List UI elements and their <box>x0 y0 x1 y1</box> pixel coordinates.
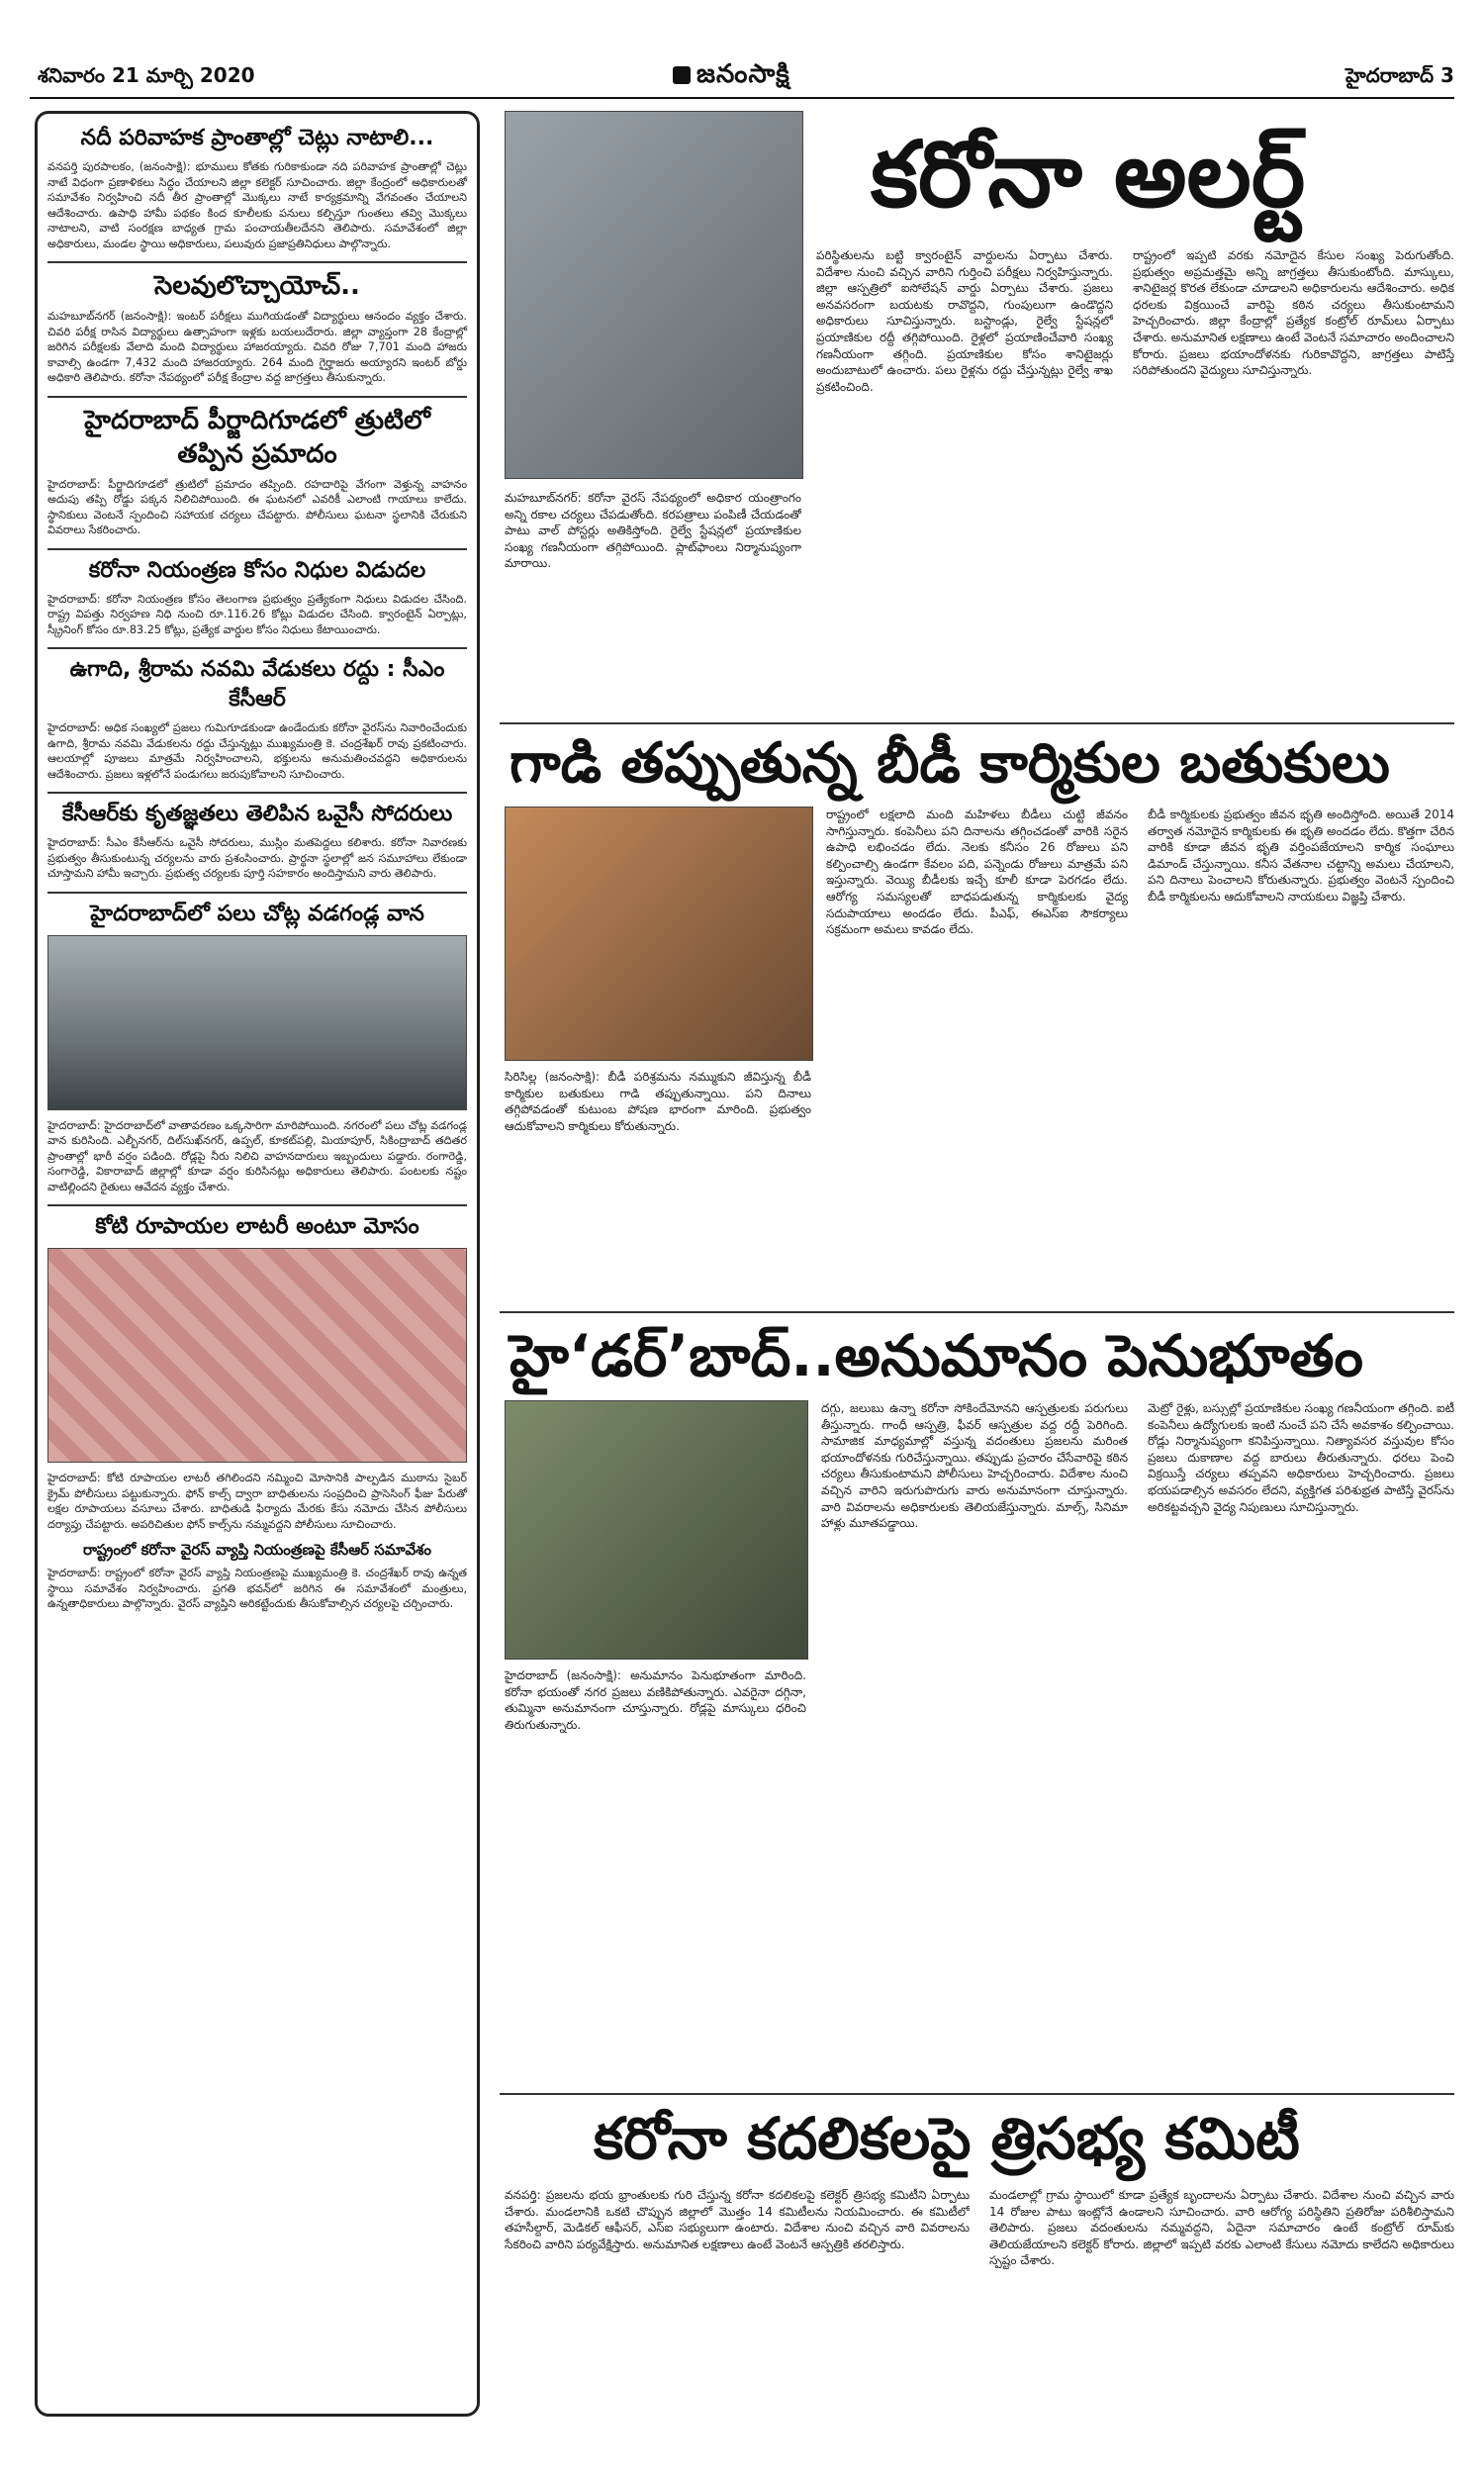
story3-photo-caption: హైదరాబాద్ (జనంసాక్షి): అనుమానం పెనుభూతంగా మారింది. కరోనా భయంతో నగర ప్రజలు వణికిపోతున్నారు. ఎవరైనా దగ్గినా, తుమ్మినా అనుమానంగా చూస్తున్నారు. రోడ్లపై మాస్కులు ధరించి తిరుగుతున్నారు. <box>505 1668 806 1732</box>
sidebar-body-funds: హైదరాబాద్: కరోనా నియంత్రణ కోసం తెలంగాణ ప్రభుత్వం ప్రత్యేకంగా నిధులు విడుదల చేసింది. రాష్ట్ర విపత్తు నిర్వహణ నిధి నుంచి రూ.116.26 కోట్లు విడుదల చేసింది. క్వారంటైన్ ఏర్పాట్లు, స్క్రీనింగ్ కోసం రూ.83.25 కోట్లు, ప్రత్యేక వార్డుల కోసం నిధులు కేటాయించారు. <box>47 592 467 636</box>
story1-column-1: పరిస్థితులను బట్టి క్వారంటైన్ వార్డులను ఏర్పాటు చేశారు. విదేశాల నుంచి వచ్చిన వారిని గుర్తించి పరీక్షలు నిర్వహిస్తున్నారు. జిల్లా ఆస్పత్రిలో ఐసోలేషన్ వార్డు ఏర్పాటు చేశారు. ప్రజలు అనవసరంగా బయటకు రావొద్దని, గుంపులుగా ఉండొద్దని అధికారులు సూచిస్తున్నారు. బస్టాండ్లు, రైల్వే స్టేషన్లలో ప్రయాణికుల రద్దీ తగ్గిపోయింది. రైళ్లలో ప్రయాణించేవారి సంఖ్య గణనీయంగా తగ్గింది. ప్రయాణికుల కోసం శానిటైజర్లు అందుబాటులో ఉంచారు. పలు రైళ్లను రద్దు చేస్తున్నట్లు రైల్వే శాఖ ప్రకటించింది. <box>816 248 1113 394</box>
story1-photo-caption: మహబూబ్‌నగర్: కరోనా వైరస్ నేపథ్యంలో అధికార యంత్రాంగం అన్ని రకాల చర్యలు చేపడుతోంది. కరపత్రాలు పంపిణీ చేయడంతో పాటు వాల్ పోస్టర్లు అతికిస్తోంది. రైల్వే స్టేషన్లలో ప్రయాణికుల సంఖ్య గణనీయంగా తగ్గిపోయింది. ప్లాట్‌ఫాంలు నిర్మానుష్యంగా మారాయి. <box>505 491 801 571</box>
sidebar-body-trees: వనపర్తి పురపాలకం, (జనంసాక్షి): భూములు కోతకు గురికాకుండా నది పరివాహక ప్రాంతాల్లో చెట్లు నాటే విధంగా ప్రణాళికలు సిద్ధం చేయాలని జిల్లా కలెక్టర్ సూచించారు. జిల్లా కేంద్రంలో అధికారులతో సమావేశం నిర్వహించి నదీ తీర ప్రాంతాల్లో మొక్కలు నాటే కార్యక్రమాన్ని వేగవంతం చేయాలని ఆదేశించారు. ఉపాధి హామీ పథకం కింద కూలీలకు పనులు కల్పిస్తూ గుంతలు తవ్వి మొక్కలు నాటాలని, వాటి సంరక్షణ బాధ్యత గ్రామ పంచాయతీలదేనని తెలిపారు. సమావేశంలో జిల్లా అధికారులు, మండల స్థాయి అధికారులు, పలువురు ప్రజాప్రతినిధులు పాల్గొన్నారు. <box>47 160 467 250</box>
sidebar-headline-accident: హైదరాబాద్ పీర్జాదిగూడలో త్రుటిలో తప్పిన ప్రమాదం <box>84 405 430 469</box>
sidebar-headline-trees: నదీ పరివాహక ప్రాంతాల్లో చెట్లు నాటాలి... <box>80 126 434 150</box>
sidebar-body-lottery: హైదరాబాద్: కోటి రూపాయల లాటరీ తగిలిందని నమ్మించి మోసానికి పాల్పడిన ముఠాను సైబర్ క్రైమ్ పోలీసులు పట్టుకున్నారు. ఫోన్ కాల్స్ ద్వారా బాధితులను సంప్రదించి ప్రాసెసింగ్ ఫీజు పేరుతో లక్షల రూపాయలు వసూలు చేశారు. బాధితుడి ఫిర్యాదు మేరకు కేసు నమోదు చేసిన పోలీసులు దర్యాప్తు చేపట్టారు. అపరిచితుల ఫోన్ కాల్స్‌ను నమ్మవద్దని పోలీసులు సూచించారు. <box>47 1472 467 1531</box>
hailstorm-photo <box>47 935 467 1110</box>
edition-page-number: హైదరాబాద్ 3 <box>1345 63 1454 87</box>
sidebar-headline-funds: కరోనా నియంత్రణ కోసం నిధుల విడుదల <box>88 557 426 583</box>
story3-column-2: మెట్రో రైళ్లు, బస్సుల్లో ప్రయాణికుల సంఖ్య గణనీయంగా తగ్గింది. ఐటీ కంపెనీలు ఉద్యోగులకు ఇంటి నుంచే పని చేసే అవకాశం కల్పించాయి. రోడ్లు నిర్మానుష్యంగా కనిపిస్తున్నాయి. నిత్యావసర వస్తువుల కోసం ప్రజలు దుకాణాల వద్ద బారులు తీరుతున్నారు. ధరలు పెంచి విక్రయిస్తే చర్యలు తప్పవని అధికారులు హెచ్చరించారు. ప్రజలు భయపడాల్సిన అవసరం లేదని, వ్యక్తిగత పరిశుభ్రత పాటిస్తే వైరస్‌ను అరికట్టవచ్చని వైద్య నిపుణులు సూచిస్తున్నారు. <box>1148 1401 1454 1514</box>
sidebar-body-kcr-meeting: హైదరాబాద్: రాష్ట్రంలో కరోనా వైరస్ వ్యాప్తి నియంత్రణపై ముఖ్యమంత్రి కె. చంద్రశేఖర్ రావు ఉన్నత స్థాయి సమావేశం నిర్వహించారు. ప్రగతి భవన్‌లో జరిగిన ఈ సమావేశంలో మంత్రులు, ఉన్నతాధికారులు పాల్గొన్నారు. వైరస్ వ్యాప్తిని అరికట్టేందుకు తీసుకోవాల్సిన చర్యలపై చర్చించారు. <box>47 1567 467 1610</box>
story1-column-2: రాష్ట్రంలో ఇప్పటి వరకు నమోదైన కేసుల సంఖ్య పెరుగుతోంది. ప్రభుత్వం అప్రమత్తమై అన్ని జాగ్రత్తలు తీసుకుంటోంది. మాస్కులు, శానిటైజర్ల కొరత లేకుండా చూడాలని అధికారులను ఆదేశించారు. అధిక ధరలకు విక్రయించే వారిపై కఠిన చర్యలు తీసుకుంటామని హెచ్చరించారు. జిల్లా కేంద్రాల్లో ప్రత్యేక కంట్రోల్ రూమ్‌లు ఏర్పాటు చేశారు. అనుమానిత లక్షణాలు ఉంటే వెంటనే సమాచారం అందించాలని కోరారు. ప్రజలు భయాందోళనకు గురికావొద్దని, జాగ్రత్తలు పాటిస్తే సరిపోతుందని వైద్యులు సూచిస్తున్నారు. <box>1133 248 1454 378</box>
sidebar-headline-kcr-meeting: రాష్ట్రంలో కరోనా వైరస్ వ్యాప్తి నియంత్రణపై కేసీఆర్ సమావేశం <box>82 1541 432 1559</box>
headline-three-member-committee: కరోనా కదలికలపై త్రిసభ్య కమిటీ <box>594 2105 1300 2172</box>
sidebar-headline-lottery: కోటి రూపాయల లాటరీ అంటూ మోసం <box>95 1214 419 1239</box>
railway-platform-photo <box>505 111 803 479</box>
story2-photo-caption: సిరిసిల్ల (జనంసాక్షి): బీడీ పరిశ్రమను నమ్ముకుని జీవిస్తున్న బీడీ కార్మికుల బతుకులు గాడి తప్పుతున్నాయి. పని దినాలు తగ్గిపోవడంతో కుటుంబ పోషణ భారంగా మారింది. ప్రభుత్వం ఆదుకోవాలని కార్మికులు కోరుతున్నారు. <box>505 1070 811 1133</box>
header-rule <box>30 97 1454 99</box>
story2-column-2: బీడీ కార్మికులకు ప్రభుత్వం జీవన భృతి అందిస్తోంది. అయితే 2014 తర్వాత నమోదైన కార్మికులకు ఈ భృతి అందడం లేదు. కొత్తగా చేరిన వారికి కూడా జీవన భృతి వర్తింపజేయాలని కార్మిక సంఘాలు డిమాండ్ చేస్తున్నాయి. కనీస వేతనాల చట్టాన్ని అమలు చేయాలని, పని దినాలు పెంచాలని కోరుతున్నారు. ప్రభుత్వం వెంటనే స్పందించి బీడీ కార్మికులను ఆదుకోవాలని నాయకులు విజ్ఞప్తి చేశారు. <box>1148 808 1454 904</box>
sidebar-body-holidays: మహబూబ్‌నగర్ (జనంసాక్షి): ఇంటర్ పరీక్షలు ముగియడంతో విద్యార్థులు ఆనందం వ్యక్తం చేశారు. చివరి పరీక్ష రాసిన విద్యార్థులు ఉత్సాహంగా ఇళ్లకు బయలుదేరారు. జిల్లా వ్యాప్తంగా 28 కేంద్రాల్లో జరిగిన పరీక్షలకు వేలాది మంది విద్యార్థులు హాజరయ్యారు. చివరి రోజు 7,701 మంది హాజరు కావాల్సి ఉండగా 7,432 మంది హాజరయ్యారు. 264 మంది గైర్హాజరు అయ్యారని ఇంటర్ బోర్డు అధికారి తెలిపారు. కరోనా నేపథ్యంలో పరీక్ష కేంద్రాల వద్ద జాగ్రత్తలు తీసుకున్నారు. <box>47 310 467 384</box>
sidebar-headline-owaisi: కేసీఆర్‌కు కృతజ్ఞతలు తెలిపిన ఒవైసీ సోదరులు <box>61 802 453 826</box>
story4-column-1: వనపర్తి: ప్రజలను భయ భ్రాంతులకు గురి చేస్తున్న కరోనా కదలికలపై కలెక్టర్ త్రిసభ్య కమిటీని ఏర్పాటు చేశారు. మండలానికి ఒకటి చొప్పున జిల్లాలో మొత్తం 14 కమిటీలను నియమించారు. ఈ కమిటీలో తహసీల్దార్, మెడికల్ ఆఫీసర్, ఎస్ఐ సభ్యులుగా ఉంటారు. విదేశాల నుంచి వచ్చిన వారి వివరాలను సేకరించి వారిని పర్యవేక్షిస్తారు. అనుమానిత లక్షణాలు ఉంటే వెంటనే ఆస్పత్రికి తరలిస్తారు. <box>505 2188 970 2251</box>
divider <box>47 548 467 550</box>
sidebar-body-owaisi: హైదరాబాద్: సీఎం కేసీఆర్‌ను ఒవైసీ సోదరులు, ముస్లిం మతపెద్దలు కలిశారు. కరోనా నివారణకు ప్రభుత్వం తీసుకుంటున్న చర్యలను వారు ప్రశంసించారు. ప్రార్థనా స్థలాల్లో జన సమూహాలు లేకుండా చూస్తామని హామీ ఇచ్చారు. ప్రభుత్వ చర్యలకు పూర్తి సహకారం అందిస్తామని వారు తెలిపారు. <box>47 836 467 880</box>
section-rule <box>500 2093 1454 2095</box>
headline-beedi-workers: గాడి తప్పుతున్న బీడీ కార్మికుల బతుకులు <box>510 731 1390 796</box>
story4-column-2: మండలాల్లో గ్రామ స్థాయిలో కూడా ప్రత్యేక బృందాలను ఏర్పాటు చేశారు. విదేశాల నుంచి వచ్చిన వారు 14 రోజుల పాటు ఇంట్లోనే ఉండాలని సూచించారు. వారి ఆరోగ్య పరిస్థితిని ప్రతిరోజు పరిశీలిస్తామని తెలిపారు. ప్రజలు వదంతులను నమ్మవద్దని, ఏదైనా సమాచారం ఉంటే కంట్రోల్ రూమ్‌కు తెలియజేయాలని కలెక్టర్ కోరారు. జిల్లాలో ఇప్పటి వరకు ఎలాంటి కేసులు నమోదు కాలేదని అధికారులు స్పష్టం చేశారు. <box>989 2188 1454 2268</box>
divider <box>47 647 467 649</box>
sidebar-body-festivals: హైదరాబాద్: అధిక సంఖ్యలో ప్రజలు గుమిగూడకుండా ఉండేందుకు కరోనా వైరస్‌ను నివారించేందుకు ఉగాది, శ్రీరామ నవమి వేడుకలను రద్దు చేస్తున్నట్లు ముఖ్యమంత్రి కె. చంద్రశేఖర్ రావు ప్రకటించారు. ఆలయాల్లో పూజలు మాత్రమే నిర్వహించాలని, భక్తులను అనుమతించవద్దని అధికారులను ఆదేశించారు. ప్రజలు ఇళ్లలోనే పండుగలు జరుపుకోవాలని సూచించారు. <box>47 721 467 781</box>
sidebar-body-hailstorm: హైదరాబాద్: హైదరాబాద్‌లో వాతావరణం ఒక్కసారిగా మారిపోయింది. నగరంలో పలు చోట్ల వడగండ్ల వాన కురిసింది. ఎల్బీనగర్, దిల్‌సుఖ్‌నగర్, ఉప్పల్, కూకట్‌పల్లి, మియాపూర్, సికింద్రాబాద్ తదితర ప్రాంతాల్లో భారీ వర్షం పడింది. రోడ్లపై నీరు నిలిచి వాహనదారులు ఇబ్బందులు పడ్డారు. రంగారెడ్డి, సంగారెడ్డి, వికారాబాద్ జిల్లాల్లో కూడా వర్షం కురిసినట్లు అధికారులు తెలిపారు. పంటలకు నష్టం వాటిల్లిందని రైతులు ఆవేదన వ్యక్తం చేశారు. <box>47 1118 467 1193</box>
sidebar-headline-holidays: సెలవులొచ్చాయోచ్.. <box>154 271 360 301</box>
section-rule <box>500 1311 1454 1313</box>
divider <box>47 261 467 263</box>
page-header <box>0 0 1484 99</box>
issue-date: శనివారం 21 మార్చి 2020 <box>38 63 255 87</box>
masthead-logo <box>673 59 790 95</box>
currency-notes-photo <box>47 1248 467 1463</box>
divider <box>47 1204 467 1206</box>
masthead-logo-text: జనంసాక్షి <box>696 59 790 89</box>
sidebar-headline-festivals: ఉగాది, శ్రీరామ నవమి వేడుకలు రద్దు : సీఎం కేసీఆర్ <box>69 657 445 712</box>
news-sidebar <box>35 111 480 2417</box>
logo-mark-icon <box>673 66 691 84</box>
divider <box>47 396 467 398</box>
sidebar-headline-hailstorm: హైదరాబాద్‌లో పలు చోట్ల వడగండ్ల వాన <box>90 901 424 926</box>
headline-corona-alert: కరోనా అలర్ట్ <box>871 122 1306 228</box>
masked-pedestrians-photo <box>505 1400 808 1660</box>
sidebar-body-accident: హైదరాబాద్: పీర్జాదిగూడలో త్రుటిలో ప్రమాదం తప్పింది. రహదారిపై వేగంగా వెళ్తున్న వాహనం అదుపు తప్పి రోడ్డు పక్కన నిలిచిపోయింది. ఈ ఘటనలో ఎవరికీ ఎలాంటి గాయాలు కాలేదు. స్థానికులు వెంటనే స్పందించి సహాయక చర్యలు చేపట్టారు. పోలీసులు ఘటనా స్థలానికి చేరుకుని వివరాలు సేకరించారు. <box>47 477 467 536</box>
section-rule <box>500 722 1454 724</box>
story2-column-1: రాష్ట్రంలో లక్షలాది మంది మహిళలు బీడీలు చుట్టి జీవనం సాగిస్తున్నారు. కంపెనీలు పని దినాలను తగ్గించడంతో వారికి సరైన ఉపాధి లభించడం లేదు. నెలకు కనీసం 26 రోజులు పని కల్పించాల్సి ఉండగా కేవలం పది, పన్నెండు రోజులు మాత్రమే పని ఇస్తున్నారు. వెయ్యి బీడీలకు ఇచ్చే కూలీ కూడా పెరగడం లేదు. ఆరోగ్య సమస్యలతో బాధపడుతున్న కార్మికులకు వైద్య సదుపాయాలు అందడం లేదు. పీఎఫ్, ఈఎస్ఐ సౌకర్యాలు సక్రమంగా అమలు కావడం లేదు. <box>826 808 1128 937</box>
headline-hyderabad-fear: హై‘డర్’బాద్..అనుమానం పెనుభూతం <box>510 1322 1363 1389</box>
story3-column-1: దగ్గు, జలుబు ఉన్నా కరోనా సోకిందేమోనని ఆస్పత్రులకు పరుగులు తీస్తున్నారు. గాంధీ ఆస్పత్రి, ఫీవర్ ఆస్పత్రుల వద్ద రద్దీ పెరిగింది. సామాజిక మాధ్యమాల్లో వస్తున్న వదంతులు ప్రజలను మరింత భయాందోళనకు గురిచేస్తున్నాయి. తప్పుడు ప్రచారం చేసేవారిపై కఠిన చర్యలు తీసుకుంటామని పోలీసులు హెచ్చరించారు. విదేశాల నుంచి వచ్చిన వారిని ఇరుగుపొరుగు వారు అనుమానంగా చూస్తున్నారు. వారి వివరాలను అధికారులకు తెలియజేస్తున్నారు. మాల్స్, సినిమా హాళ్లు మూతపడ్డాయి. <box>821 1401 1128 1531</box>
divider <box>47 792 467 794</box>
divider <box>47 892 467 894</box>
beedi-workers-photo <box>505 807 813 1061</box>
